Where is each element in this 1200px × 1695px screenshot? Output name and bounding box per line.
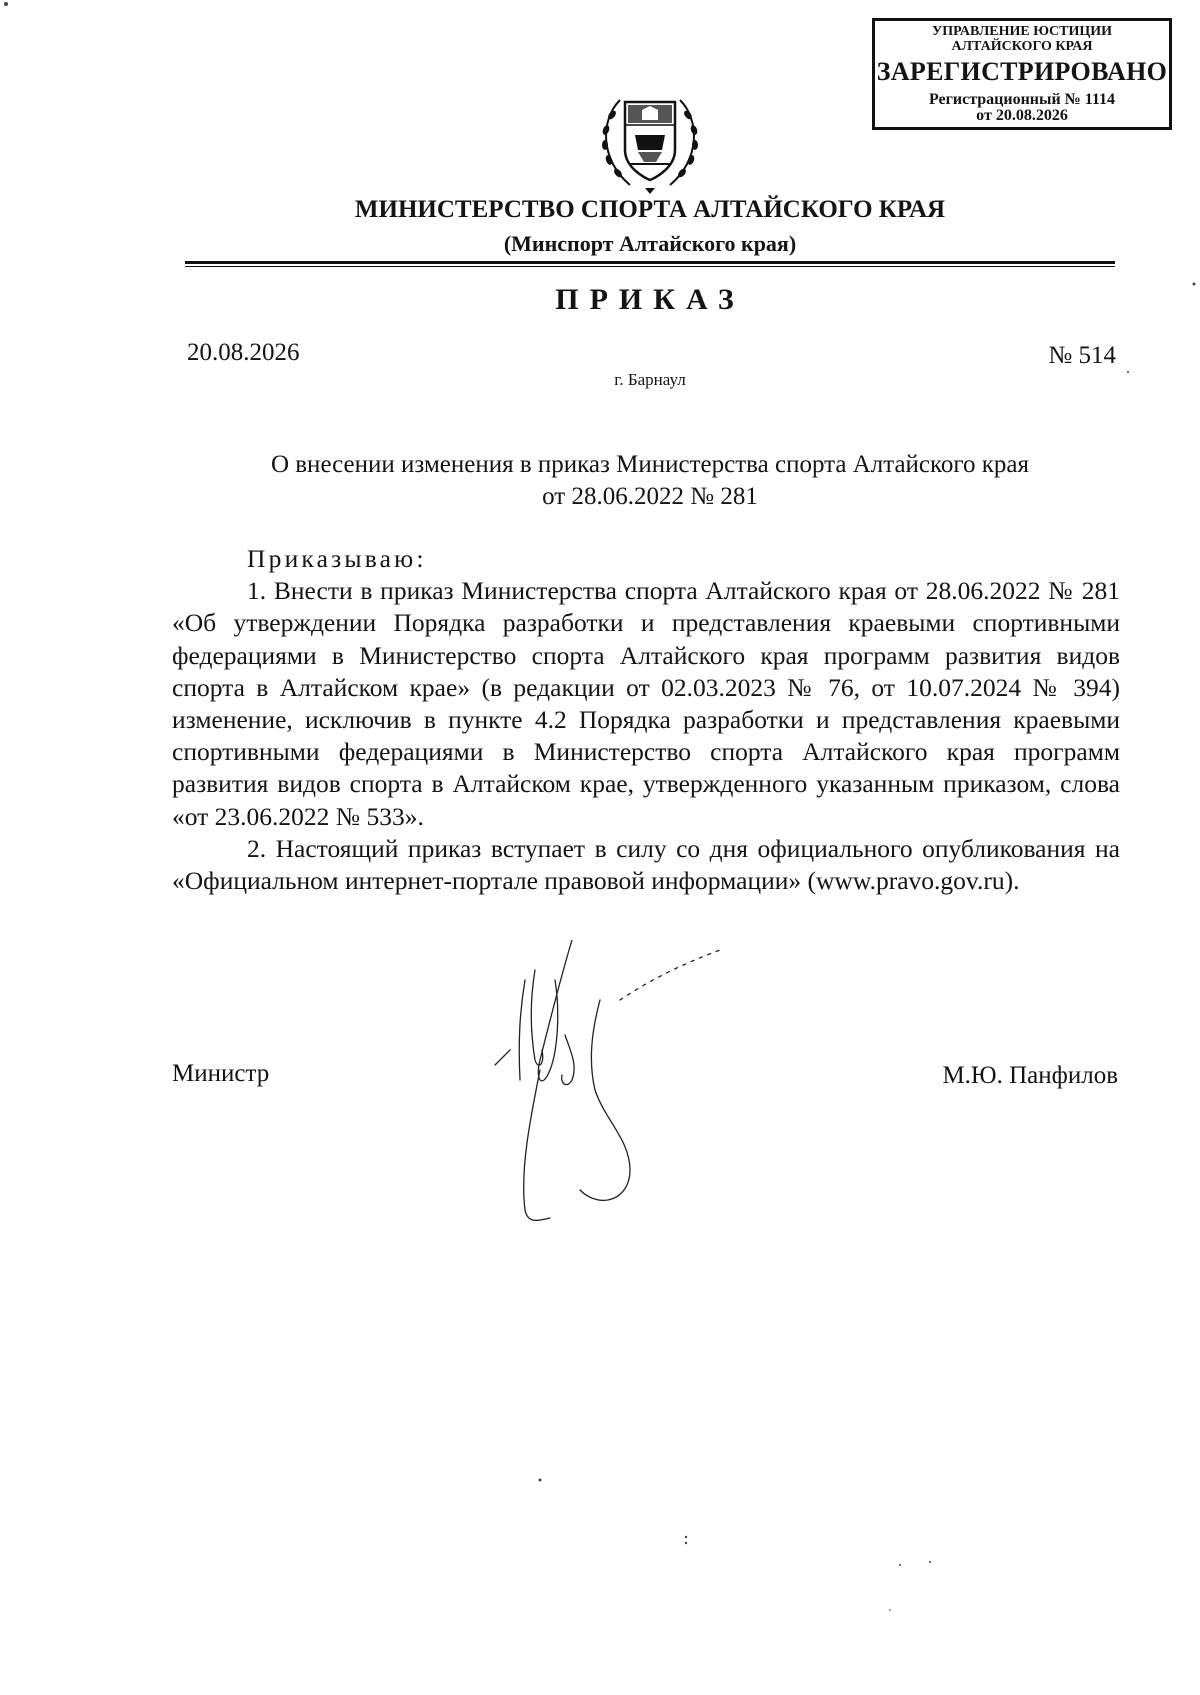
- body-paragraph-2: 2. Настоящий приказ вступает в силу со дня официального опубликования на «Официальном интернет-портале правовой информации» (www.pravo.gov.ru).: [172, 833, 1120, 896]
- body-intro: Приказываю:: [247, 544, 427, 573]
- body-paragraph-1: 1. Внести в приказ Министерства спорта Алтайского края от 28.06.2022 № 281 «Об утверждении Порядка разработки и представления краевыми спортивными федерациями в Министерство спорта Алтайского края программ развития видов спорта в Алтайском крае» (в редакции от 02.03.2023 № 76, от 10.07.2024 № 394) изменение, исключив в пункте 4.2 Порядка разработки и представления краевыми спортивными федерациями в Министерство спорта Алтайского края программ развития видов спорта в Алтайском крае, утвержденного указанным приказом, слова «от 23.06.2022 № 533».: [172, 576, 1120, 831]
- order-city: г. Барнаул: [614, 370, 686, 389]
- stamp-line-1: УПРАВЛЕНИЕ ЮСТИЦИИ: [932, 24, 1112, 39]
- registration-stamp: [872, 18, 1172, 130]
- signatory-name: М.Ю. Панфилов: [942, 1062, 1118, 1089]
- order-title: ПРИКАЗ: [555, 283, 745, 316]
- coat-of-arms-icon: [590, 80, 710, 200]
- stamp-reg-date: от 20.08.2026: [976, 107, 1068, 125]
- order-body: [172, 543, 1120, 897]
- order-date: 20.08.2026: [187, 339, 300, 366]
- header-rule: [185, 261, 1115, 264]
- handwritten-signature: [480, 940, 730, 1240]
- signatory-role: Министр: [172, 1060, 270, 1087]
- subject-line-2: от 28.06.2022 № 281: [542, 483, 758, 510]
- stamp-line-2: АЛТАЙСКОГО КРАЯ: [951, 38, 1093, 54]
- ministry-short-name: (Минспорт Алтайского края): [503, 231, 797, 256]
- stamp-reg-number: Регистрационный № 1114: [928, 90, 1116, 108]
- order-subject: [200, 449, 1100, 513]
- ministry-name: МИНИСТЕРСТВО СПОРТА АЛТАЙСКОГО КРАЯ: [354, 196, 946, 223]
- subject-line-1: О внесении изменения в приказ Министерства спорта Алтайского края: [270, 451, 1030, 478]
- stamp-title: ЗАРЕГИСТРИРОВАНО: [876, 57, 1168, 87]
- order-number: № 514: [1048, 342, 1116, 369]
- header-rule-thin: [185, 266, 1115, 267]
